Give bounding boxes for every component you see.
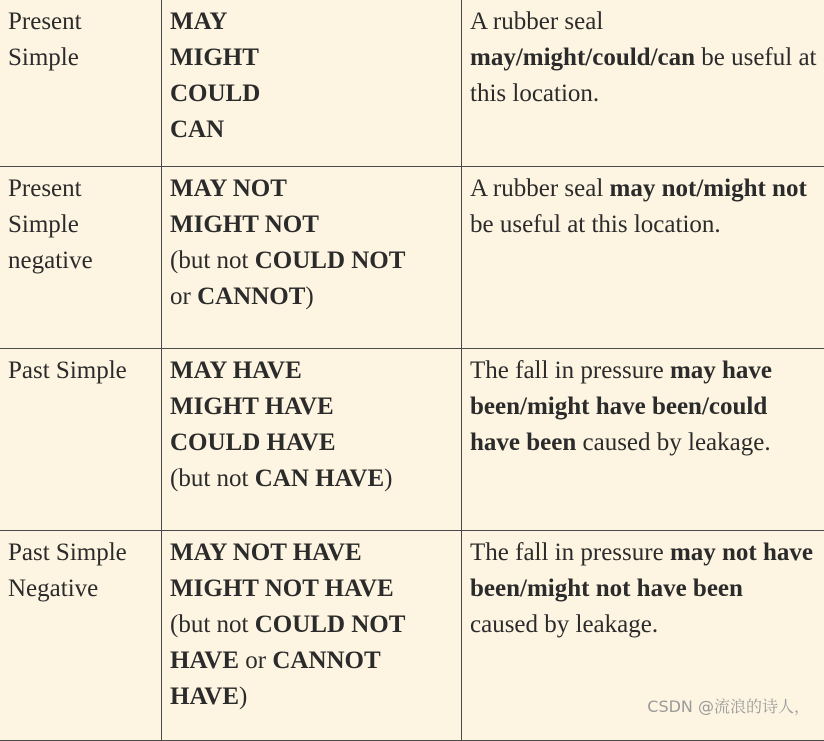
tense-label-line: negative	[8, 243, 153, 279]
modal-form-text: (but not	[170, 465, 255, 492]
modal-form-text: CANNOT	[197, 283, 305, 310]
modal-form-line	[170, 4, 453, 40]
modal-form-line	[170, 643, 453, 679]
modal-form-text: HAVE	[170, 647, 239, 674]
modal-form-text: (but not	[170, 611, 255, 638]
modal-form-text: COULD NOT	[255, 611, 406, 638]
example-text: caused by leakage.	[576, 429, 770, 456]
modal-form-text: MIGHT	[170, 44, 259, 71]
modal-form-text: or	[239, 647, 272, 674]
table-row	[0, 167, 824, 349]
tense-label-line: Negative	[8, 571, 153, 607]
modal-form-text: MAY NOT HAVE	[170, 539, 362, 566]
forms-cell	[162, 0, 462, 167]
example-text: be useful at this location.	[470, 211, 721, 238]
modal-form-text: COULD	[170, 80, 260, 107]
modal-form-line	[170, 607, 453, 643]
modal-form-text: COULD HAVE	[170, 429, 336, 456]
modal-form-text: MIGHT NOT	[170, 211, 319, 238]
modal-form-line	[170, 112, 453, 148]
tense-cell	[0, 167, 162, 349]
modal-form-text: MAY NOT	[170, 175, 287, 202]
tense-label-line: Present	[8, 171, 153, 207]
modal-form-line	[170, 243, 453, 279]
modal-form-text: CAN	[170, 116, 224, 143]
example-text: may not have been/might not have been	[470, 539, 813, 602]
modal-form-line	[170, 171, 453, 207]
modal-form-text: or	[170, 283, 197, 310]
forms-cell	[162, 167, 462, 349]
example-cell	[462, 349, 824, 531]
modal-form-line	[170, 425, 453, 461]
example-text: The fall in pressure	[470, 539, 670, 566]
example-text: may/might/could/can	[470, 44, 695, 71]
modal-form-line	[170, 279, 453, 315]
modal-form-line	[170, 461, 453, 497]
modal-form-text: MIGHT HAVE	[170, 393, 334, 420]
modal-form-line	[170, 40, 453, 76]
tense-label-line: Simple	[8, 207, 153, 243]
example-text: A rubber seal	[470, 8, 603, 35]
modal-form-line	[170, 389, 453, 425]
example-text: caused by leakage.	[470, 611, 658, 638]
table-row	[0, 0, 824, 167]
modal-form-text: COULD NOT	[255, 247, 406, 274]
tense-label-line: Simple	[8, 40, 153, 76]
modal-form-text: CANNOT	[272, 647, 380, 674]
example-text: may not/might not	[610, 175, 807, 202]
modal-form-text: CAN HAVE	[255, 465, 384, 492]
example-cell	[462, 0, 824, 167]
tense-cell	[0, 349, 162, 531]
table-row	[0, 349, 824, 531]
example-text: A rubber seal	[470, 175, 610, 202]
modal-form-text: MAY HAVE	[170, 357, 302, 384]
tense-cell	[0, 0, 162, 167]
modal-form-line	[170, 679, 453, 715]
example-text: be useful at this location.	[470, 44, 817, 107]
modal-form-text: )	[305, 283, 313, 310]
tense-cell	[0, 531, 162, 741]
example-cell	[462, 167, 824, 349]
tense-label-line: Present	[8, 4, 153, 40]
modal-form-line	[170, 76, 453, 112]
modal-form-text: )	[384, 465, 392, 492]
example-text: may have been/might have been/could have been	[470, 357, 772, 456]
modal-form-text: MAY	[170, 8, 227, 35]
modal-form-text: (but not	[170, 247, 255, 274]
modal-form-line	[170, 353, 453, 389]
modal-form-line	[170, 535, 453, 571]
modal-form-line	[170, 207, 453, 243]
modal-form-text: )	[239, 683, 247, 710]
forms-cell	[162, 531, 462, 741]
tense-label-line: Past Simple	[8, 353, 153, 389]
modal-form-text: HAVE	[170, 683, 239, 710]
watermark: CSDN @流浪的诗人，	[647, 694, 810, 717]
example-text: The fall in pressure	[470, 357, 670, 384]
forms-cell	[162, 349, 462, 531]
tense-label-line: Past Simple	[8, 535, 153, 571]
modal-form-line	[170, 571, 453, 607]
modal-form-text: MIGHT NOT HAVE	[170, 575, 394, 602]
